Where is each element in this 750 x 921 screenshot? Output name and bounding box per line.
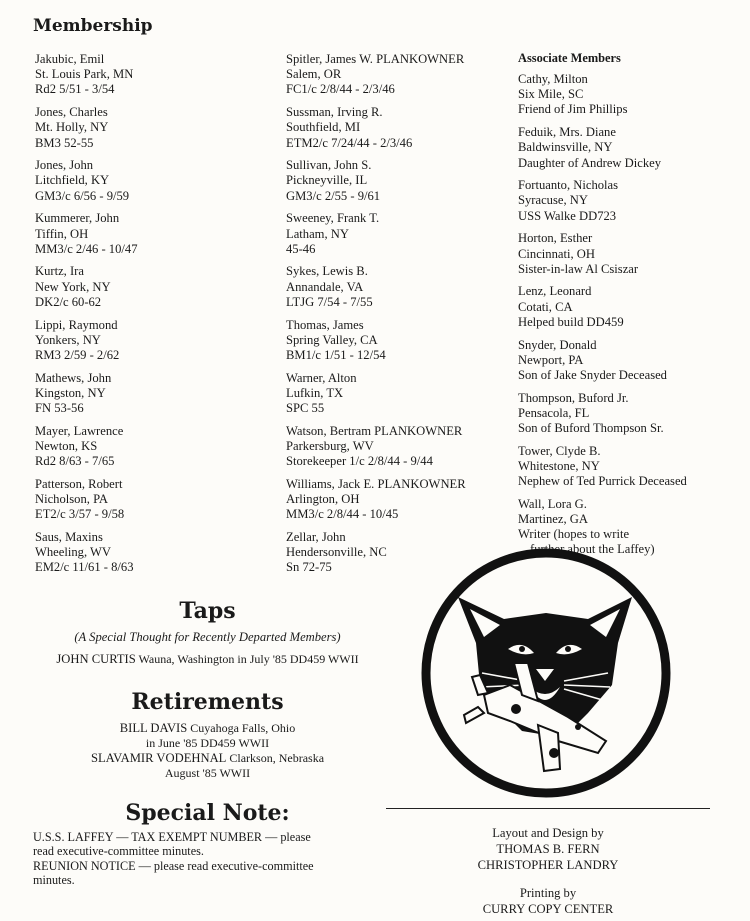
member-location: Annandale, VA xyxy=(286,279,364,294)
member-entry xyxy=(286,105,526,151)
member-location: Martinez, GA xyxy=(518,512,588,527)
associate-members-column xyxy=(518,52,748,565)
member-location: Pensacola, FL xyxy=(518,405,590,420)
note-line: U.S.S. LAFFEY — TAX EXEMPT NUMBER — please xyxy=(33,830,311,844)
taps-name: JOHN CURTIS xyxy=(56,652,136,666)
member-location: Litchfield, KY xyxy=(35,173,110,188)
member-name: Snyder, Donald xyxy=(518,337,597,352)
membership-column-1 xyxy=(35,52,275,583)
member-detail: Daughter of Andrew Dickey xyxy=(518,155,662,170)
retirement-entry-1 xyxy=(20,721,395,736)
layout-name-1: THOMAS B. FERN xyxy=(496,842,600,856)
retiree-location: Cuyahoga Falls, Ohio xyxy=(190,721,296,735)
member-location: Yonkers, NY xyxy=(35,332,101,347)
member-detail: BM3 52-55 xyxy=(35,135,94,150)
printing-title: Printing by xyxy=(519,886,577,900)
member-detail: ETM2/c 7/24/44 - 2/3/46 xyxy=(286,135,413,150)
member-name: Warner, Alton xyxy=(286,370,357,385)
member-name: Fortuanto, Nicholas xyxy=(518,178,619,193)
member-name: Lenz, Leonard xyxy=(518,284,592,299)
member-location: Newport, PA xyxy=(518,352,584,367)
member-location: Arlington, OH xyxy=(286,492,360,507)
member-name: Tower, Clyde B. xyxy=(518,443,601,458)
taps-entry xyxy=(20,652,395,667)
member-location: Spring Valley, CA xyxy=(286,332,378,347)
member-detail: Son of Buford Thompson Sr. xyxy=(518,421,664,436)
member-location: Latham, NY xyxy=(286,226,349,241)
member-entry xyxy=(518,444,748,490)
layout-title: Layout and Design by xyxy=(492,826,604,840)
member-entry xyxy=(35,52,275,98)
member-detail: Storekeeper 1/c 2/8/44 - 9/44 xyxy=(286,454,433,469)
member-entry xyxy=(518,284,748,330)
member-location: Tiffin, OH xyxy=(35,226,89,241)
member-detail: Nephew of Ted Purrick Deceased xyxy=(518,474,687,489)
member-name: Sullivan, John S. xyxy=(286,158,372,173)
member-detail: Son of Jake Snyder Deceased xyxy=(518,367,667,382)
member-entry xyxy=(35,105,275,151)
member-detail: GM3/c 6/56 - 9/59 xyxy=(35,188,130,203)
member-detail: DK2/c 60-62 xyxy=(35,294,102,309)
member-entry xyxy=(35,211,275,257)
member-name: Spitler, James W. PLANKOWNER xyxy=(286,52,465,66)
member-name: Thompson, Buford Jr. xyxy=(518,390,629,405)
member-detail: MM3/c 2/8/44 - 10/45 xyxy=(286,507,399,522)
credits-divider xyxy=(386,808,710,809)
member-detail: Rd2 8/63 - 7/65 xyxy=(35,454,115,469)
member-detail: FC1/c 2/8/44 - 2/3/46 xyxy=(286,82,395,97)
member-name: Jakubic, Emil xyxy=(35,52,105,66)
member-entry xyxy=(518,178,748,224)
member-entry xyxy=(286,371,526,417)
special-note-heading: Special Note: xyxy=(125,800,290,826)
member-location: Hendersonville, NC xyxy=(286,545,387,560)
note-line: REUNION NOTICE — please read executive-committee xyxy=(33,858,314,873)
taps-subtitle: (A Special Thought for Recently Departed Members) xyxy=(74,630,341,644)
member-entry xyxy=(35,530,275,576)
member-name: Zellar, John xyxy=(286,529,346,544)
member-name: Feduik, Mrs. Diane xyxy=(518,125,616,140)
member-location: Lufkin, TX xyxy=(286,385,344,400)
retirements-heading: Retirements xyxy=(131,689,284,715)
member-location: Nicholson, PA xyxy=(35,492,109,507)
member-location: Baldwinsville, NY xyxy=(518,140,613,155)
member-entry xyxy=(518,125,748,171)
note-line: read executive-committee minutes. xyxy=(33,844,204,859)
member-location: Wheeling, WV xyxy=(35,545,112,560)
member-name: Sweeney, Frank T. xyxy=(286,211,380,226)
member-detail: RM3 2/59 - 2/62 xyxy=(35,347,120,362)
member-detail: Sister-in-law Al Csiszar xyxy=(518,261,639,276)
member-detail: Friend of Jim Phillips xyxy=(518,102,628,117)
retirement-entry-2-date: August '85 WWII xyxy=(164,766,251,780)
member-detail: LTJG 7/54 - 7/55 xyxy=(286,294,373,309)
member-name: Sussman, Irving R. xyxy=(286,105,383,120)
panther-airplane-emblem-icon xyxy=(418,545,674,805)
member-location: Southfield, MI xyxy=(286,120,361,135)
retiree-location: Clarkson, Nebraska xyxy=(229,751,325,765)
retirement-entry-2 xyxy=(20,751,395,766)
taps-section xyxy=(20,598,395,667)
member-location: Kingston, NY xyxy=(35,385,106,400)
member-name: Jones, John xyxy=(35,158,94,173)
retirement-entry-1-date: in June '85 DD459 WWII xyxy=(145,736,270,750)
member-entry xyxy=(518,231,748,277)
member-entry xyxy=(518,391,748,437)
member-location: Salem, OR xyxy=(286,67,342,82)
member-location: Mt. Holly, NY xyxy=(35,120,109,135)
member-name: Wall, Lora G. xyxy=(518,496,587,511)
member-entry xyxy=(286,424,526,470)
member-location: Parkersburg, WV xyxy=(286,438,374,453)
member-entry xyxy=(286,264,526,310)
member-name: Saus, Maxins xyxy=(35,529,103,544)
member-entry xyxy=(286,318,526,364)
retiree-name: BILL DAVIS xyxy=(119,721,188,735)
member-location: Pickneyville, IL xyxy=(286,173,368,188)
member-detail: BM1/c 1/51 - 12/54 xyxy=(286,347,386,362)
member-entry xyxy=(286,211,526,257)
member-detail: Rd2 5/51 - 3/54 xyxy=(35,82,115,97)
member-entry xyxy=(35,264,275,310)
member-detail: ET2/c 3/57 - 9/58 xyxy=(35,507,125,522)
member-name: Williams, Jack E. PLANKOWNER xyxy=(286,476,466,491)
taps-heading: Taps xyxy=(179,598,236,624)
member-name: Sykes, Lewis B. xyxy=(286,264,368,279)
member-entry xyxy=(518,72,748,118)
member-entry xyxy=(286,158,526,204)
printing-credits xyxy=(386,885,710,917)
member-entry xyxy=(286,477,526,523)
member-detail: EM2/c 11/61 - 8/63 xyxy=(35,560,134,575)
member-name: Lippi, Raymond xyxy=(35,317,118,332)
member-detail: SPC 55 xyxy=(286,401,325,416)
member-entry xyxy=(35,158,275,204)
member-detail: further about the Laffey) xyxy=(530,542,655,557)
member-name: Mathews, John xyxy=(35,370,112,385)
member-name: Mayer, Lawrence xyxy=(35,423,124,438)
member-location: Cincinnati, OH xyxy=(518,246,595,261)
member-location: St. Louis Park, MN xyxy=(35,67,134,82)
member-entry xyxy=(35,318,275,364)
member-detail: GM3/c 2/55 - 9/61 xyxy=(286,188,381,203)
member-name: Patterson, Robert xyxy=(35,476,123,491)
special-note-header xyxy=(20,800,395,826)
printing-name: CURRY COPY CENTER xyxy=(482,902,614,916)
member-name: Horton, Esther xyxy=(518,231,593,246)
member-location: Six Mile, SC xyxy=(518,87,584,102)
member-detail: USS Walke DD723 xyxy=(518,208,617,223)
member-detail: 45-46 xyxy=(286,241,316,256)
special-note-body xyxy=(33,830,373,888)
taps-detail: Wauna, Washington in July '85 DD459 WWII xyxy=(138,652,359,666)
member-location: Whitestone, NY xyxy=(518,458,600,473)
note-line: minutes. xyxy=(33,873,75,888)
member-location: New York, NY xyxy=(35,279,111,294)
retiree-name: SLAVAMIR VODEHNAL xyxy=(90,751,227,765)
member-detail: Writer (hopes to write xyxy=(518,527,630,542)
layout-name-2: CHRISTOPHER LANDRY xyxy=(477,858,619,872)
member-name: Kummerer, John xyxy=(35,211,120,226)
member-location: Newton, KS xyxy=(35,438,98,453)
member-entry xyxy=(286,52,526,98)
member-entry xyxy=(35,477,275,523)
member-detail: FN 53-56 xyxy=(35,401,84,416)
member-detail: Sn 72-75 xyxy=(286,560,332,575)
member-location: Cotati, CA xyxy=(518,299,573,314)
member-entry xyxy=(518,338,748,384)
member-name: Jones, Charles xyxy=(35,105,108,120)
member-name: Thomas, James xyxy=(286,317,364,332)
member-detail: MM3/c 2/46 - 10/47 xyxy=(35,241,138,256)
layout-credits xyxy=(386,825,710,873)
member-entry xyxy=(35,371,275,417)
member-name: Cathy, Milton xyxy=(518,72,588,86)
associate-members-list xyxy=(518,72,748,558)
retirements-section xyxy=(20,689,395,781)
membership-heading: Membership xyxy=(33,16,153,36)
member-name: Watson, Bertram PLANKOWNER xyxy=(286,423,463,438)
member-detail: Helped build DD459 xyxy=(518,314,624,329)
member-location: Syracuse, NY xyxy=(518,193,588,208)
member-name: Kurtz, Ira xyxy=(35,264,84,279)
associate-members-heading: Associate Members xyxy=(518,51,621,65)
membership-column-2 xyxy=(286,52,526,583)
member-entry xyxy=(35,424,275,470)
